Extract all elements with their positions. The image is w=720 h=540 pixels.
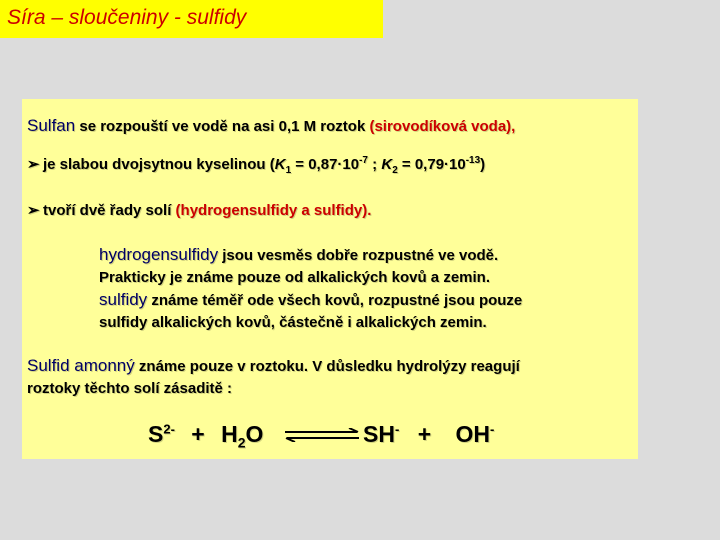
- bullet-salts: [27, 201, 371, 219]
- arrow-bullet-icon: ➢: [27, 156, 40, 173]
- title-bar: [0, 0, 383, 38]
- hydroxide-symbol: OH: [455, 421, 491, 447]
- hydrogensulfide-symbol: SH: [363, 421, 395, 447]
- k-close: ): [480, 156, 486, 173]
- sulfide-symbol: S: [148, 421, 164, 447]
- k1-exponent: -7: [359, 155, 368, 166]
- plus-sign: +: [191, 421, 205, 447]
- ammonium-line2: roztoky těchto solí zásaditě :: [27, 380, 233, 397]
- water-o: O: [245, 421, 264, 447]
- k2-value: = 0,79·10: [397, 156, 466, 173]
- k1-symbol: K: [274, 156, 286, 173]
- hydrogensulfides-line2: Prakticky je známe pouze od alkalických kovů a zemin.: [99, 269, 490, 286]
- k2-exponent: -13: [465, 155, 481, 166]
- plus-sign: +: [417, 421, 432, 447]
- sulfan-text: se rozpouští ve vodě na asi 0,1 M roztok: [75, 118, 370, 135]
- water-h: H: [221, 421, 238, 447]
- hydrogensulfides-term: hydrogensulfidy: [99, 245, 219, 264]
- water-subscript: 2: [237, 434, 246, 451]
- hydroxide-charge: -: [490, 421, 495, 437]
- equilibrium-arrow-icon: [283, 428, 361, 442]
- sulfides-term: sulfidy: [99, 290, 148, 309]
- sulfides-text: známe téměř ode všech kovů, rozpustné jsou pouze: [147, 292, 523, 309]
- k2-subscript: 2: [392, 165, 398, 176]
- hydrogensulfides-text: jsou vesměs dobře rozpustné ve vodě.: [218, 247, 499, 264]
- k1-value: = 0,87·10: [291, 156, 360, 173]
- k2-symbol: K: [381, 156, 393, 173]
- sulfan-term: Sulfan: [27, 116, 76, 135]
- sulfides-line: [99, 290, 522, 310]
- equation-products: [363, 421, 494, 448]
- ammonium-text: známe pouze v roztoku. V důsledku hydrolýzy reagují: [134, 358, 520, 375]
- k1-subscript: 1: [285, 165, 292, 176]
- sulfan-paragraph: [27, 116, 515, 136]
- k-separator: ;: [368, 156, 382, 173]
- page-title: Síra – sloučeniny - sulfidy: [7, 6, 247, 29]
- ammonium-term: Sulfid amonný: [27, 356, 135, 375]
- hydrogensulfide-charge: -: [394, 421, 400, 437]
- bullet-salts-note: (hydrogensulfidy a sulfidy).: [175, 202, 372, 219]
- sulfides-line2: sulfidy alkalických kovů, částečně i alkalických zemin.: [99, 314, 487, 331]
- bullet-salts-text: tvoří dvě řady solí: [43, 202, 176, 219]
- hydrogensulfides-line: [99, 245, 498, 265]
- bullet-acid: [27, 155, 485, 176]
- ammonium-line: [27, 356, 520, 376]
- arrow-bullet-icon: ➢: [27, 202, 40, 219]
- sulfan-note: (sirovodíková voda),: [369, 118, 516, 135]
- equation-reactants: [148, 421, 263, 451]
- bullet-acid-text: je slabou dvojsytnou kyselinou (: [43, 156, 275, 173]
- sulfide-charge: 2-: [163, 421, 175, 437]
